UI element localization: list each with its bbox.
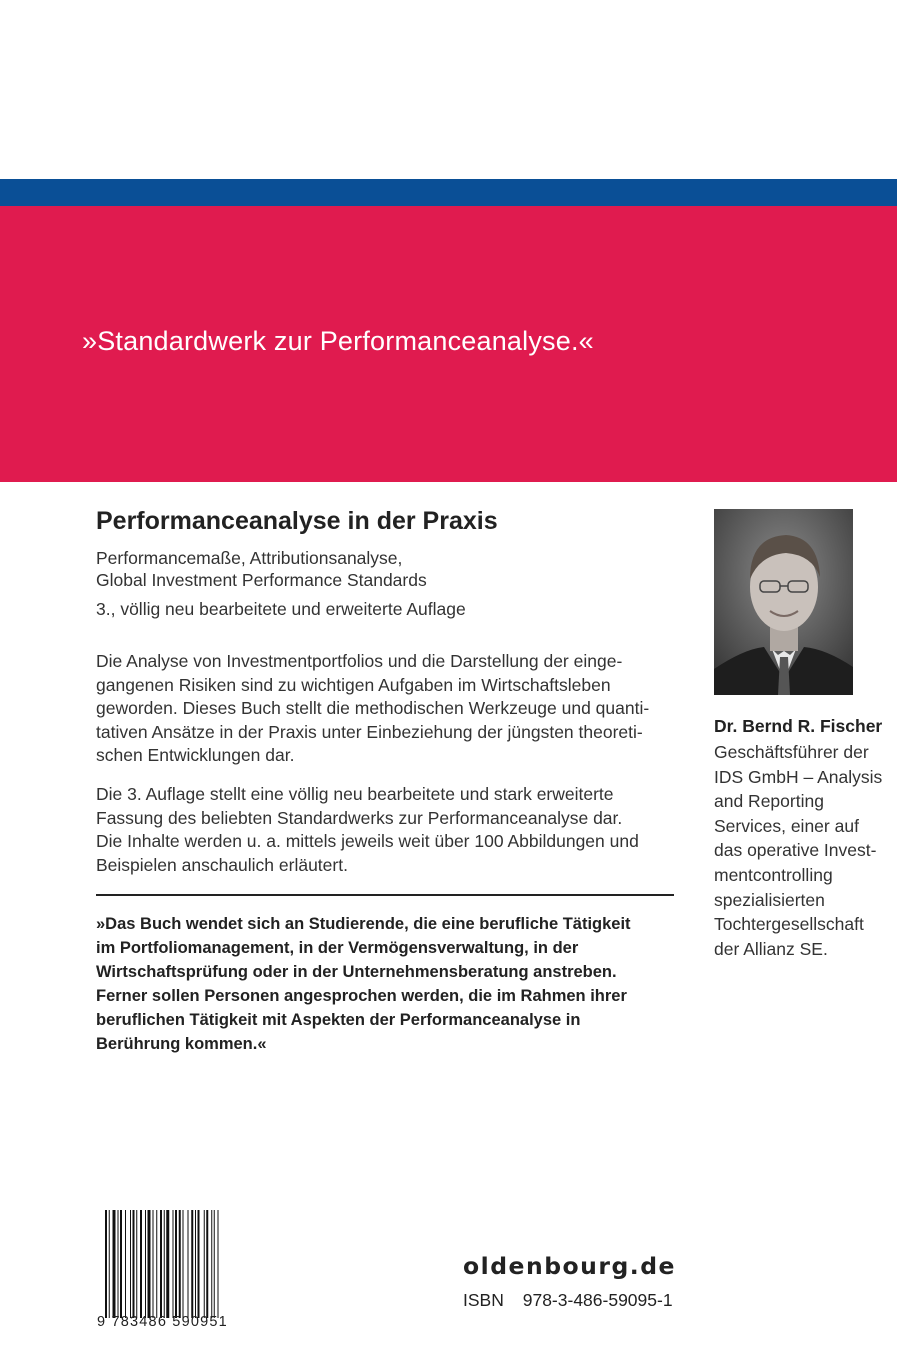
barcode	[105, 1210, 253, 1318]
isbn-label: ISBN	[463, 1290, 504, 1310]
author-bio: Geschäftsführer der IDS GmbH – Analysis and Reporting Services, einer auf das operative Invest- mentcontrolling spezialisierten Tochtergesellschaft der Allianz SE.	[714, 742, 883, 959]
barcode-number: 9 783486 590951	[97, 1314, 228, 1330]
pull-quote: »Das Buch wendet sich an Studierende, die eine berufliche Tätigkeit im Portfoliomanagement, in der Vermögensverwaltung, in der Wirtschaftsprüfung oder in der Unternehmensberatung anstreben. Ferner sollen Personen angesprochen werden, die im Rahmen ihrer beruflichen Tätigkeit mit Aspekten der Performanceanalyse in Berührung kommen.«	[96, 915, 631, 1053]
author-portrait	[714, 509, 853, 695]
publisher-url: oldenbourg.de	[463, 1252, 676, 1280]
author-name: Dr. Bernd R. Fischer	[714, 716, 883, 736]
description-paragraph-1: Die Analyse von Investmentportfolios und die Darstellung der einge- gangenen Risiken sind zu wichtigen Aufgaben im Wirtschaftsleben geworden. Dieses Buch stellt die methodischen Werkzeuge und quanti- tativen Ansätze in der Praxis unter Einbeziehung der jüngsten theoreti- schen Entwicklungen dar.	[96, 651, 650, 765]
isbn-number: 978-3-486-59095-1	[522, 1290, 673, 1310]
isbn-line	[463, 1290, 673, 1311]
edition-note: 3., völlig neu bearbeitete und erweiterte Auflage	[96, 599, 466, 619]
blue-band	[0, 179, 897, 206]
description-paragraph-2: Die 3. Auflage stellt eine völlig neu bearbeitete und stark erweiterte Fassung des beliebten Standardwerks zur Performanceanalyse dar. Die Inhalte werden u. a. mittels jeweils weit über 100 Abbildungen und Beispielen anschaulich erläutert.	[96, 784, 639, 875]
book-subtitle: Performancemaße, Attributionsanalyse, Global Investment Performance Standards	[96, 548, 427, 590]
book-title: Performanceanalyse in der Praxis	[96, 507, 498, 535]
divider-rule	[96, 894, 674, 896]
tagline: »Standardwerk zur Performanceanalyse.«	[82, 326, 594, 356]
